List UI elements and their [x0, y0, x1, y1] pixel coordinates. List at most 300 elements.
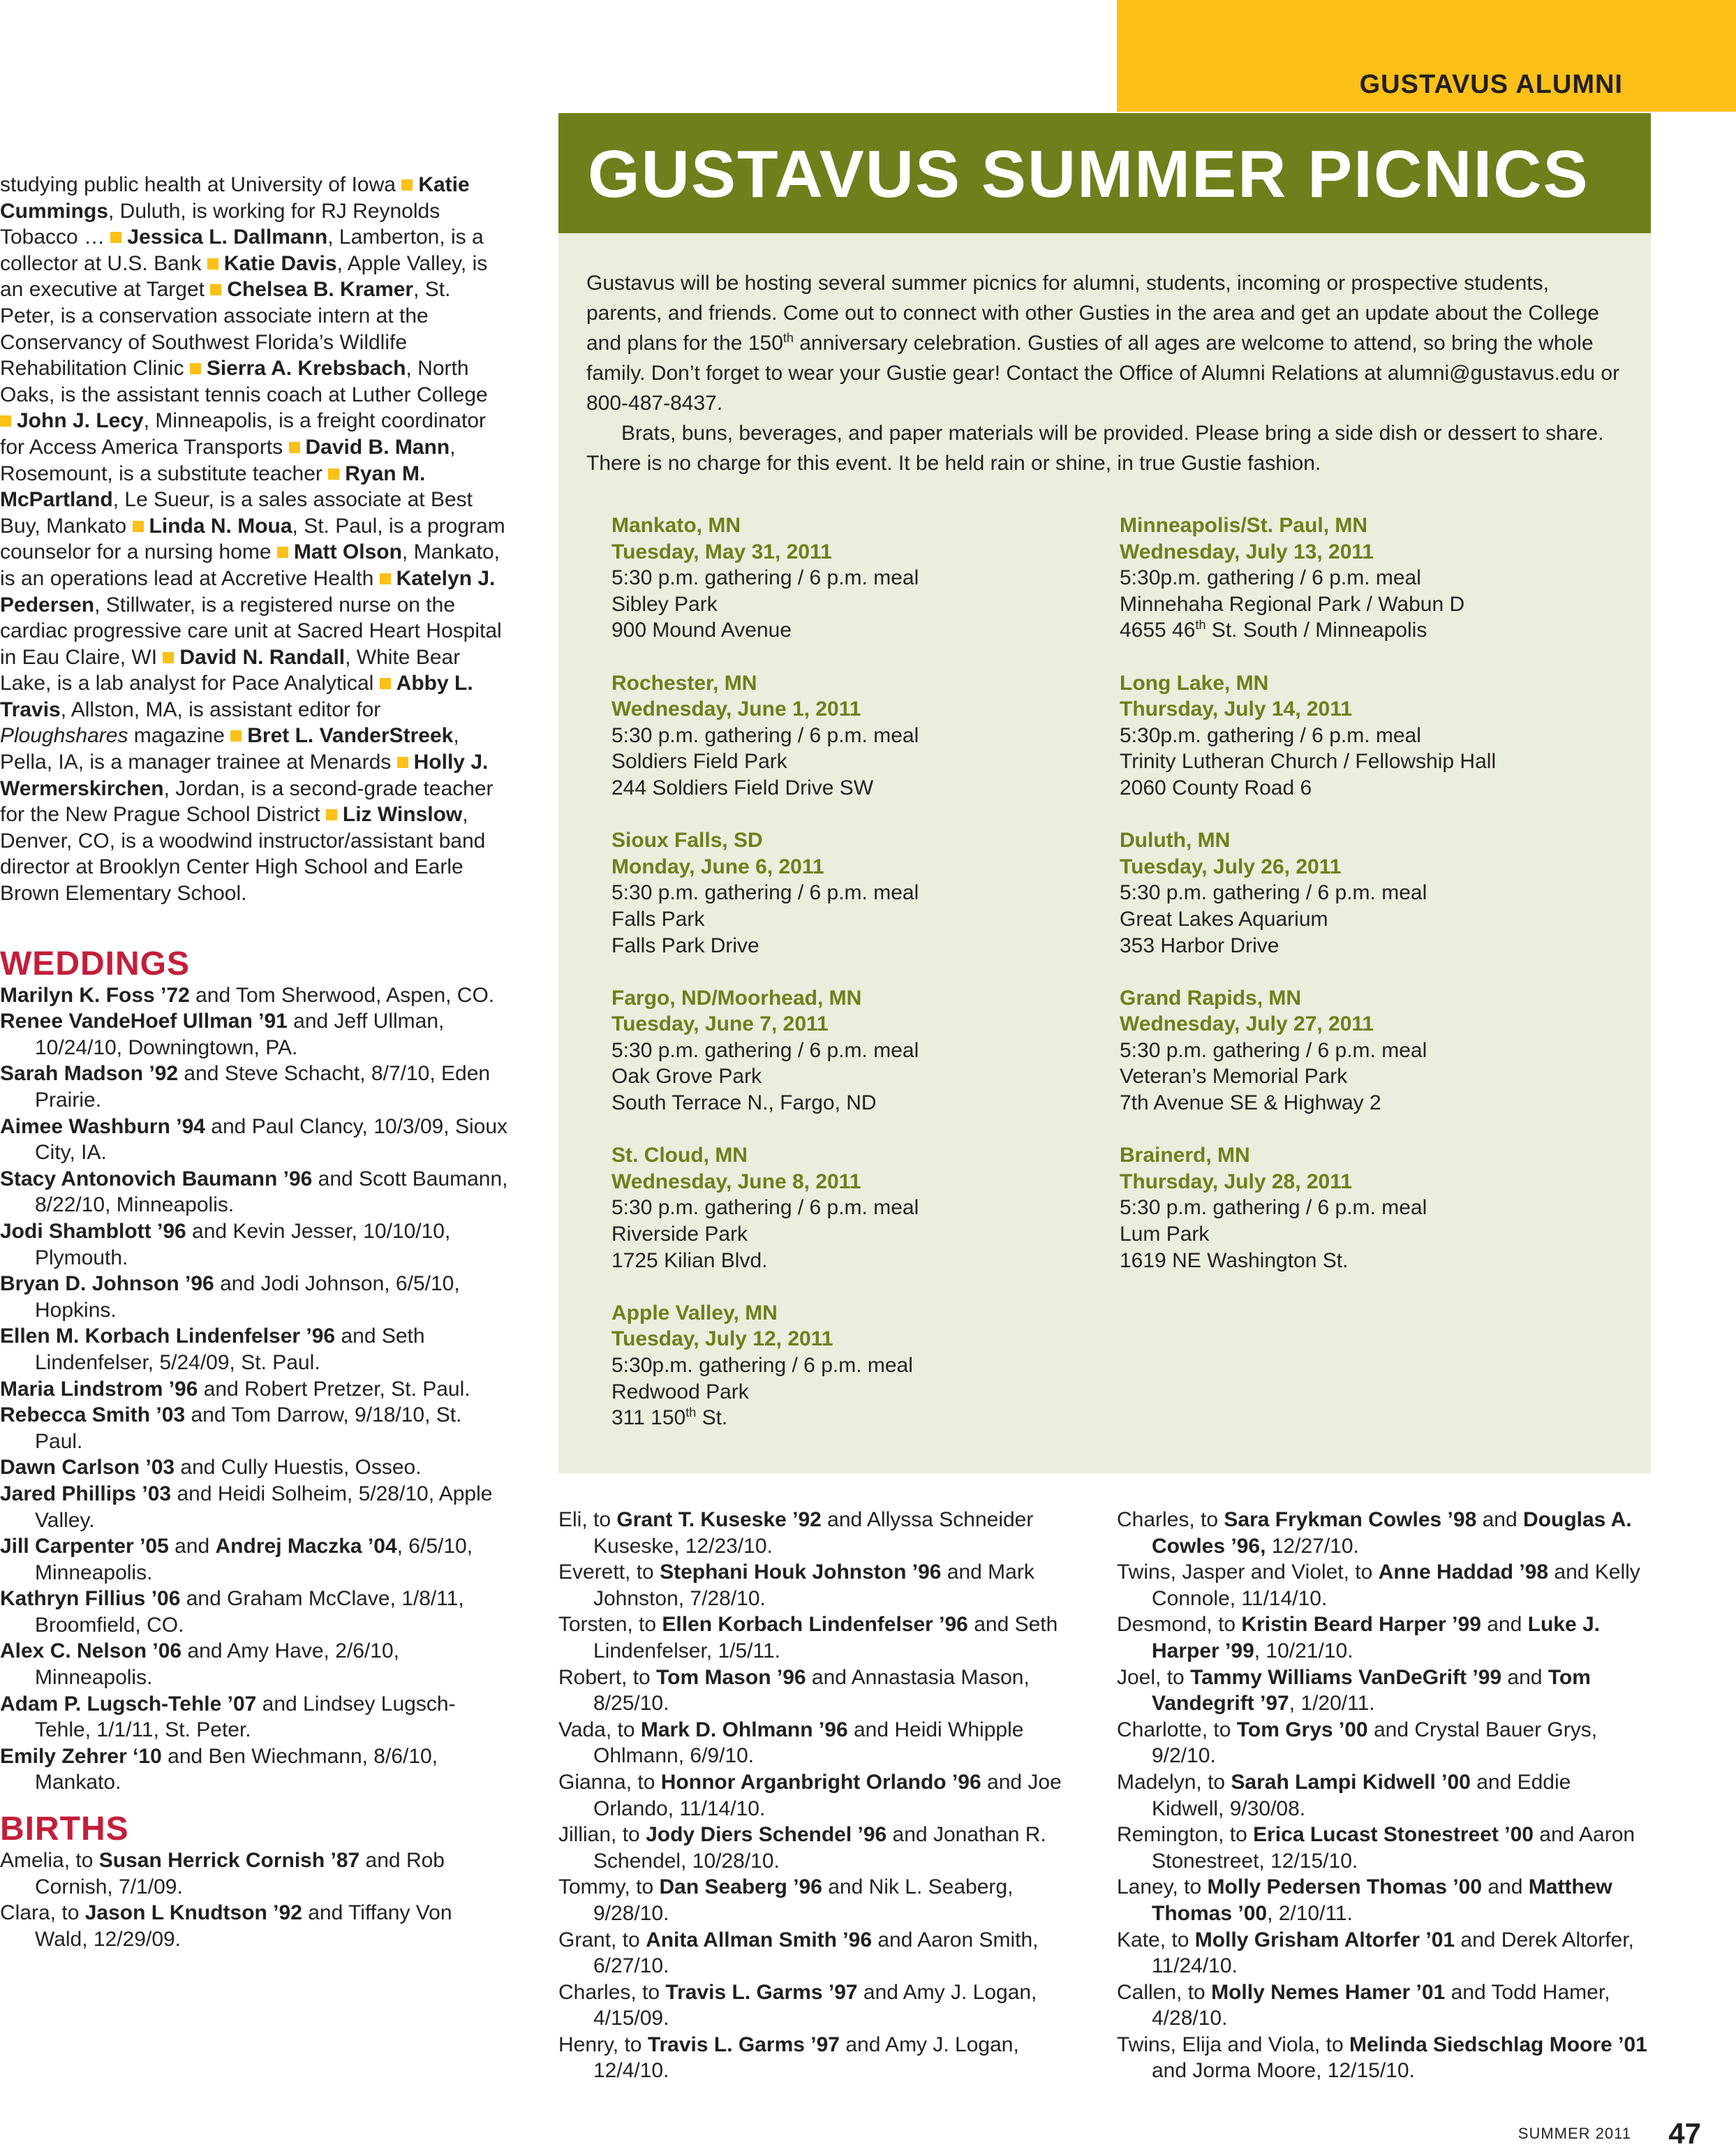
note-text: , Lamberton, is a collector at U.S. Bank [0, 226, 484, 275]
picnic-city: Grand Rapids, MN [1120, 986, 1302, 1010]
alumnus-name: Dan Seaberg ’96 [659, 1875, 822, 1899]
alumnus-name: Maria Lindstrom ’96 [0, 1377, 198, 1401]
picnics-intro [586, 268, 1626, 478]
alumnus-name: Mark D. Ohlmann ’96 [640, 1718, 848, 1741]
list-item [0, 1586, 510, 1638]
list-item [0, 1402, 510, 1454]
alumnus-name: Jill Carpenter ’05 [0, 1535, 169, 1558]
picnic-city: Mankato, MN [611, 514, 741, 537]
bullet-square [380, 573, 391, 584]
alumnus-name: Adam P. Lugsch-Tehle ’07 [0, 1692, 257, 1716]
list-item [0, 1743, 510, 1796]
alumnus-name: Aimee Washburn ’94 [0, 1114, 205, 1138]
list-item [1117, 1559, 1647, 1611]
alumnus-name: Matthew Thomas ’00 [1152, 1875, 1612, 1925]
entry-text: and Crystal Bauer Grys, 9/2/10. [1152, 1718, 1598, 1768]
entry-text: Laney, to [1117, 1875, 1208, 1899]
note-text: , Mankato, is an operations lead at Accretive Health [0, 540, 500, 590]
alumnus-name: Sierra A. Krebsbach [206, 357, 406, 381]
note-text: , Stillwater, is a registered nurse on the cardiac progressive care unit at Sacred Heart Hospital in Eau Claire, WI [0, 593, 502, 669]
entry-text: and Seth Lindenfelser, 5/24/09, St. Paul. [35, 1325, 425, 1374]
alumnus-name: Marilyn K. Foss ’72 [0, 983, 190, 1007]
entry-text: and Seth Lindenfelser, 1/5/11. [593, 1613, 1058, 1662]
alumnus-name: Abby L. Travis [0, 672, 473, 721]
picnic-date: Wednesday, June 8, 2011 [611, 1170, 861, 1193]
note-text: , Duluth, is working for RJ Reynolds Tobacco … [0, 199, 440, 249]
list-item [0, 1271, 510, 1323]
note-text: , Minneapolis, is a freight coordinator for Access America Transports [0, 409, 486, 459]
entry-text: and Nik L. Seaberg, 9/28/10. [593, 1875, 1014, 1925]
list-item [1117, 1822, 1647, 1874]
weddings-list [0, 982, 510, 1796]
intro-text-b: anniversary celebration. Gusties of all ages are welcome to attend, so bring the whole family. Don’t forget to wear your Gustie gear! Contact the Office of Alumni Relations at alumni@gustavus.edu or 800-487-8437. [586, 332, 1620, 415]
picnic-time: 5:30 p.m. gathering / 6 p.m. meal [611, 881, 919, 905]
picnic-address [1120, 933, 1580, 959]
list-item [0, 1061, 510, 1113]
address-text: 311 150 [611, 1406, 686, 1430]
picnic-time: 5:30 p.m. gathering / 6 p.m. meal [1120, 1038, 1427, 1062]
list-item [0, 1533, 510, 1586]
picnics-list-left [611, 512, 1072, 1457]
bullet-square [401, 179, 413, 191]
entry-text: and Aaron Stonestreet, 12/15/10. [1152, 1823, 1635, 1873]
picnic-venue: Great Lakes Aquarium [1120, 907, 1328, 931]
alumnus-name: Ellen Korbach Lindenfelser ’96 [662, 1613, 968, 1637]
alumnus-name: Kristin Beard Harper ’99 [1241, 1613, 1481, 1637]
picnic-time: 5:30p.m. gathering / 6 p.m. meal [1120, 723, 1421, 747]
picnic-address [611, 1248, 1072, 1274]
list-item [0, 1114, 510, 1166]
entry-text: Vada, to [558, 1718, 641, 1741]
entry-text: and Heidi Solheim, 5/28/10, Apple Valley. [35, 1482, 493, 1532]
picnic-address [611, 933, 1072, 959]
alumnus-name: Andrej Maczka ’04 [215, 1535, 397, 1558]
alumnus-name: Ellen M. Korbach Lindenfelser ’96 [0, 1325, 336, 1348]
note-text: , Apple Valley, is an executive at Target [0, 251, 488, 302]
alumnus-name: Bryan D. Johnson ’96 [0, 1272, 214, 1296]
address-sup: th [1195, 618, 1206, 633]
alumnus-name: Stephani Houk Johnston ’96 [660, 1561, 942, 1584]
entry-text: Torsten, to [558, 1613, 662, 1637]
births-list-2 [558, 1507, 1068, 2084]
picnic-listing [1120, 512, 1580, 644]
list-item [1117, 1665, 1647, 1717]
alumnus-name: Liz Winslow [342, 803, 463, 827]
picnic-time: 5:30 p.m. gathering / 6 p.m. meal [611, 1038, 919, 1062]
entry-text: and Ben Wiechmann, 8/6/10, Mankato. [35, 1744, 438, 1794]
entry-text: and Lindsey Lugsch-Tehle, 1/1/11, St. Peter. [35, 1692, 456, 1742]
list-item [0, 1008, 510, 1061]
list-item [0, 1323, 510, 1375]
picnic-venue: Falls Park [611, 907, 705, 931]
note-text: magazine [128, 724, 225, 748]
alumnus-name: Molly Grisham Altorfer ’01 [1194, 1928, 1455, 1952]
bullet-square [0, 415, 11, 427]
note-text: , North Oaks, is the assistant tennis coach at Luther College [0, 357, 488, 406]
picnics-list-right [1120, 512, 1580, 1300]
bullet-square [230, 730, 242, 742]
address-sup: th [685, 1406, 697, 1420]
entry-text: and [1501, 1665, 1548, 1689]
list-item [0, 1166, 510, 1218]
entry-text: and Amy Have, 2/6/10, Minneapolis. [35, 1639, 399, 1690]
list-item [0, 1454, 510, 1481]
entry-text: and Jonathan R. Schendel, 10/28/10. [593, 1823, 1046, 1873]
alumnus-name: Douglas A. Cowles ’96, [1152, 1508, 1632, 1558]
note-text: studying public health at University of Iowa [0, 173, 396, 196]
list-item [1117, 1611, 1647, 1664]
note-text: , Jordan, is a second-grade teacher for the New Prague School District [0, 776, 494, 827]
alumnus-name: Chelsea B. Kramer [227, 278, 414, 302]
address-text: St. [696, 1406, 728, 1430]
picnic-listing [611, 1300, 1072, 1431]
picnic-date: Thursday, July 28, 2011 [1120, 1170, 1352, 1193]
list-item [558, 1874, 1068, 1926]
entry-text: , 2/10/11. [1267, 1901, 1353, 1925]
list-item [558, 1665, 1068, 1717]
picnic-listing [1120, 1142, 1580, 1274]
entry-text: and [168, 1535, 216, 1558]
alumnus-name: Grant T. Kuseske ’92 [616, 1508, 822, 1531]
entry-text: and Scott Baumann, 8/22/10, Minneapolis. [35, 1167, 508, 1217]
address-text: 2060 County Road 6 [1120, 776, 1312, 799]
address-text: 1725 Kilian Blvd. [611, 1248, 768, 1272]
picnic-address [1120, 1248, 1580, 1274]
entry-text: Gianna, to [558, 1770, 661, 1794]
alumnus-name: Jessica L. Dallmann [127, 226, 328, 249]
alumnus-name: Tom Grys ’00 [1236, 1718, 1368, 1741]
entry-text: and Eddie Kidwell, 9/30/08. [1152, 1770, 1571, 1820]
picnic-time: 5:30 p.m. gathering / 6 p.m. meal [611, 723, 919, 747]
entry-text: Twins, Elija and Viola, to [1117, 2033, 1349, 2056]
section-tab-label: GUSTAVUS ALUMNI [1359, 70, 1623, 99]
picnic-venue: Oak Grove Park [611, 1065, 762, 1089]
entry-text: and Jodi Johnson, 6/5/10, Hopkins. [35, 1272, 460, 1322]
bullet-square [397, 757, 408, 768]
picnic-date: Monday, June 6, 2011 [611, 855, 824, 878]
list-item [1117, 2032, 1647, 2084]
picnic-address [611, 1090, 1072, 1116]
entry-text: and [1482, 1875, 1529, 1899]
picnic-address [1120, 775, 1580, 802]
bullet-square [328, 469, 339, 480]
alumnus-name: Dawn Carlson ’03 [0, 1456, 175, 1480]
picnic-date: Wednesday, July 13, 2011 [1120, 540, 1374, 563]
list-item [0, 1218, 510, 1271]
alumnus-name: David N. Randall [179, 645, 346, 669]
note-text: , St. Paul, is a program counselor for a nursing home [0, 514, 505, 564]
alumnus-name: Tammy Williams VanDeGrift ’99 [1190, 1665, 1502, 1689]
list-item [558, 1559, 1068, 1611]
alumnus-name: Stacy Antonovich Baumann ’96 [0, 1167, 313, 1190]
banner-title: GUSTAVUS SUMMER PICNICS [588, 137, 1589, 212]
entry-text: Desmond, to [1117, 1613, 1242, 1637]
entry-text: Grant, to [558, 1928, 646, 1952]
note-text: , Le Sueur, is a sales associate at Best Buy, Mankato [0, 488, 473, 538]
alumnus-name: Emily Zehrer ‘10 [0, 1744, 162, 1768]
entry-text: and Kelly Connole, 11/14/10. [1152, 1561, 1640, 1610]
list-item [0, 982, 510, 1009]
entry-text: and Heidi Whipple Ohlmann, 6/9/10. [593, 1718, 1024, 1768]
address-text: 7th Avenue SE & Highway 2 [1120, 1091, 1381, 1115]
address-text: South Terrace N., Fargo, ND [611, 1091, 877, 1115]
picnic-date: Thursday, July 14, 2011 [1120, 698, 1352, 721]
list-item [558, 2032, 1068, 2084]
picnic-city: Duluth, MN [1120, 829, 1231, 853]
bullet-square [110, 232, 121, 243]
entry-text: and Jeff Ullman, 10/24/10, Downingtown, PA. [35, 1010, 445, 1059]
alumnus-name: Susan Herrick Cornish ’87 [98, 1849, 360, 1873]
births-list-3 [1117, 1507, 1647, 2084]
picnic-city: St. Cloud, MN [611, 1144, 748, 1167]
entry-text: and Rob Cornish, 7/1/09. [35, 1849, 445, 1898]
entry-text: Jillian, to [558, 1823, 646, 1847]
alumni-notes [0, 172, 510, 907]
picnic-address [611, 775, 1072, 802]
entry-text: and Cully Huestis, Osseo. [175, 1456, 422, 1480]
bullet-square [133, 521, 144, 532]
picnic-date: Wednesday, June 1, 2011 [611, 698, 861, 721]
intro-paragraph-1 [586, 268, 1626, 418]
alumnus-name: Erica Lucast Stonestreet ’00 [1253, 1823, 1534, 1847]
alumnus-name: Kathryn Fillius ’06 [0, 1587, 181, 1611]
alumnus-name: Holly J. Wermerskirchen [0, 751, 489, 800]
note-text: , White Bear Lake, is a lab analyst for Pace Analytical [0, 645, 461, 695]
list-item [1117, 1979, 1647, 2032]
entry-text: Joel, to [1117, 1665, 1191, 1689]
alumnus-name: Matt Olson [293, 540, 402, 564]
entry-text: and Mark Johnston, 7/28/10. [593, 1561, 1034, 1610]
alumnus-name: Jody Diers Schendel ’96 [646, 1823, 887, 1847]
picnic-listing [1120, 827, 1580, 959]
entry-text: and Tiffany Von Wald, 12/29/09. [35, 1901, 452, 1951]
entry-text: and Amy J. Logan, 4/15/09. [593, 1980, 1037, 2030]
picnic-city: Sioux Falls, SD [611, 829, 763, 853]
entry-text: and Robert Pretzer, St. Paul. [198, 1377, 470, 1401]
bullet-square [277, 547, 288, 558]
picnic-time: 5:30 p.m. gathering / 6 p.m. meal [1120, 1196, 1427, 1220]
entry-text: Clara, to [0, 1901, 85, 1925]
address-text: St. South / Minneapolis [1205, 619, 1427, 642]
alumnus-name: Renee VandeHoef Ullman ’91 [0, 1010, 288, 1033]
picnic-date: Wednesday, July 27, 2011 [1120, 1012, 1374, 1036]
address-text: 4655 46 [1120, 619, 1196, 642]
alumnus-name: Linda N. Moua [149, 514, 292, 538]
births-heading: BIRTHS [0, 1810, 129, 1848]
alumnus-name: Anne Haddad ’98 [1378, 1561, 1549, 1584]
alumnus-name: Sarah Lampi Kidwell ’00 [1231, 1770, 1471, 1794]
list-item [0, 1847, 510, 1900]
picnic-listing [611, 985, 1072, 1116]
entry-text: and Derek Altorfer, 11/24/10. [1152, 1928, 1634, 1978]
alumnus-name: Luke J. Harper ’99 [1152, 1613, 1600, 1662]
intro-sup: th [782, 331, 794, 345]
entry-text: Charlotte, to [1117, 1718, 1237, 1741]
picnic-city: Brainerd, MN [1120, 1144, 1250, 1167]
picnic-listing [611, 1142, 1072, 1274]
picnic-venue: Trinity Lutheran Church / Fellowship Hall [1120, 750, 1497, 774]
alumnus-name: Jodi Shamblott ’96 [0, 1219, 186, 1243]
entry-text: Remington, to [1117, 1823, 1254, 1847]
alumnus-name: Melinda Siedschlag Moore ’01 [1349, 2033, 1647, 2056]
entry-text: Charles, to [1117, 1508, 1224, 1531]
list-item [558, 1927, 1068, 1979]
alumnus-name: Anita Allman Smith ’96 [646, 1928, 873, 1952]
list-item [1117, 1507, 1647, 1559]
issue-label: SUMMER 2011 [1518, 2125, 1631, 2142]
picnic-city: Fargo, ND/Moorhead, MN [611, 986, 862, 1010]
note-text: , Rosemount, is a substitute teacher [0, 435, 456, 485]
alumnus-name: Bret L. VanderStreek [247, 724, 454, 748]
intro-paragraph-2: Brats, buns, beverages, and paper materials will be provided. Please bring a side dish or dessert to share. There is no charge for this event. It be held rain or shine, in true Gustie fashion. [586, 422, 1604, 475]
weddings-heading: WEDDINGS [0, 945, 190, 982]
entry-text: and Steve Schacht, 8/7/10, Eden Prairie. [35, 1062, 491, 1112]
picnic-address [611, 1405, 1072, 1431]
picnic-date: Tuesday, May 31, 2011 [611, 540, 832, 563]
list-item [0, 1900, 510, 1952]
list-item [558, 1611, 1068, 1664]
publication-title: Ploughshares [0, 724, 128, 748]
entry-text: and Allyssa Schneider Kuseske, 12/23/10. [593, 1508, 1034, 1558]
entry-text: and Jorma Moore, 12/15/10. [1152, 2059, 1415, 2083]
picnic-listing [1120, 670, 1580, 802]
births-list-1 [0, 1847, 510, 1952]
picnic-venue: Sibley Park [611, 592, 718, 616]
entry-text: Amelia, to [0, 1849, 99, 1873]
list-item [558, 1979, 1068, 2032]
entry-text: Tommy, to [558, 1875, 660, 1899]
entry-text: and Joe Orlando, 11/14/10. [593, 1770, 1062, 1820]
entry-text: , 10/21/10. [1254, 1639, 1353, 1662]
picnic-venue: Redwood Park [611, 1380, 749, 1403]
address-text: 900 Mound Avenue [611, 619, 792, 642]
picnic-time: 5:30 p.m. gathering / 6 p.m. meal [611, 566, 919, 590]
entry-text: Everett, to [558, 1561, 660, 1584]
picnic-venue: Lum Park [1120, 1223, 1210, 1246]
entry-text: Robert, to [558, 1665, 657, 1689]
page-number: 47 [1668, 2117, 1701, 2150]
list-item [0, 1481, 510, 1533]
note-text: , Denver, CO, is a woodwind instructor/assistant band director at Brooklyn Center High School and Earle Brown Elementary School. [0, 803, 486, 906]
picnic-address [611, 617, 1072, 644]
picnic-date: Tuesday, July 12, 2011 [611, 1327, 833, 1351]
picnic-city: Apple Valley, MN [611, 1301, 778, 1325]
address-text: 353 Harbor Drive [1120, 934, 1279, 957]
bullet-square [207, 258, 218, 270]
list-item [1117, 1717, 1647, 1769]
picnic-city: Minneapolis/St. Paul, MN [1120, 514, 1368, 537]
list-item [0, 1376, 510, 1403]
address-text: 244 Soldiers Field Drive SW [611, 776, 874, 799]
list-item [558, 1717, 1068, 1769]
intro-text-a: Gustavus will be hosting several summer picnics for alumni, students, incoming or prospective students, parents, and friends. Come out to connect with other Gusties in the area and get an update about the College and plans for the 150 [586, 272, 1599, 355]
entry-text: Madelyn, to [1117, 1770, 1231, 1794]
entry-text: and [1476, 1508, 1523, 1531]
note-text: , Allston, MA, is assistant editor for [60, 698, 381, 721]
entry-text: Callen, to [1117, 1980, 1212, 2004]
alumnus-name: Alex C. Nelson ’06 [0, 1639, 182, 1663]
alumnus-name: Katie Cummings [0, 173, 470, 223]
picnic-venue: Minnehaha Regional Park / Wabun D [1120, 592, 1465, 616]
list-item [1117, 1874, 1647, 1926]
picnic-city: Long Lake, MN [1120, 671, 1269, 695]
list-item [1117, 1769, 1647, 1822]
alumnus-name: Katie Davis [223, 251, 337, 275]
list-item [0, 1691, 510, 1743]
entry-text: and Graham McClave, 1/8/11, Broomfield, CO. [35, 1587, 464, 1637]
picnic-address [1120, 1090, 1580, 1116]
bullet-square [326, 809, 337, 820]
entry-text: , 6/5/10, Minneapolis. [35, 1535, 473, 1584]
address-text: Falls Park Drive [611, 934, 759, 957]
picnic-address [1120, 617, 1580, 644]
entry-text: , 1/20/11. [1289, 1692, 1375, 1716]
list-item [0, 1638, 510, 1690]
alumnus-name: David B. Mann [305, 435, 450, 459]
entry-text: Kate, to [1117, 1928, 1195, 1952]
entry-text: and Kevin Jesser, 10/10/10, Plymouth. [35, 1219, 451, 1269]
alumnus-name: Jason L Knudtson ’92 [84, 1901, 302, 1925]
list-item [558, 1507, 1068, 1559]
entry-text: and Paul Clancy, 10/3/09, Sioux City, IA. [35, 1114, 508, 1165]
list-item [1117, 1927, 1647, 1979]
alumnus-name: Sarah Madson ’92 [0, 1062, 179, 1086]
entry-text: and Tom Darrow, 9/18/10, St. Paul. [35, 1403, 462, 1453]
entry-text: Eli, to [558, 1508, 617, 1531]
bullet-square [380, 678, 391, 689]
entry-text: Twins, Jasper and Violet, to [1117, 1561, 1379, 1584]
picnic-listing [611, 827, 1072, 959]
picnic-listing [1120, 985, 1580, 1116]
alumnus-name: Molly Nemes Hamer ’01 [1211, 1980, 1446, 2004]
bullet-square [289, 442, 300, 453]
bullet-square [163, 652, 174, 663]
alumnus-name: Katelyn J. Pedersen [0, 566, 496, 617]
picnic-listing [611, 512, 1072, 644]
note-text: , St. Peter, is a conservation associate intern at the Conservancy of Southwest Florida’s Wildlife Rehabilitation Clinic [0, 278, 451, 381]
picnic-venue: Riverside Park [611, 1223, 748, 1246]
entry-text: and [1481, 1613, 1528, 1637]
alumnus-name: Tom Vandegrift ’97 [1152, 1665, 1591, 1716]
entry-text: 12/27/10. [1266, 1534, 1359, 1558]
entry-text: and Todd Hamer, 4/28/10. [1152, 1980, 1610, 2030]
picnic-city: Rochester, MN [611, 671, 757, 695]
picnic-venue: Veteran’s Memorial Park [1120, 1065, 1348, 1089]
bullet-square [190, 363, 201, 374]
picnic-date: Tuesday, June 7, 2011 [611, 1012, 829, 1036]
list-item [558, 1822, 1068, 1874]
picnic-date: Tuesday, July 26, 2011 [1120, 855, 1342, 878]
alumnus-name: John J. Lecy [17, 409, 144, 433]
alumnus-name: Tom Mason ’96 [656, 1665, 806, 1689]
alumnus-name: Travis L. Garms ’97 [647, 2033, 840, 2056]
alumnus-name: Molly Pedersen Thomas ’00 [1207, 1875, 1483, 1899]
entry-text: and Annastasia Mason, 8/25/10. [593, 1665, 1030, 1716]
note-text: , Pella, IA, is a manager trainee at Menards [0, 724, 459, 774]
alumnus-name: Jared Phillips ’03 [0, 1482, 172, 1505]
picnic-time: 5:30p.m. gathering / 6 p.m. meal [1120, 566, 1421, 590]
picnic-listing [611, 670, 1072, 802]
alumnus-name: Sara Frykman Cowles ’98 [1224, 1508, 1477, 1531]
entry-text: Henry, to [558, 2033, 648, 2056]
alumnus-name: Travis L. Garms ’97 [665, 1980, 858, 2004]
entry-text: and Amy J. Logan, 12/4/10. [593, 2033, 1019, 2083]
entry-text: and Tom Sherwood, Aspen, CO. [189, 983, 495, 1007]
list-item [558, 1769, 1068, 1822]
picnic-venue: Soldiers Field Park [611, 750, 787, 774]
alumnus-name: Rebecca Smith ’03 [0, 1403, 186, 1427]
picnic-time: 5:30 p.m. gathering / 6 p.m. meal [1120, 881, 1427, 905]
